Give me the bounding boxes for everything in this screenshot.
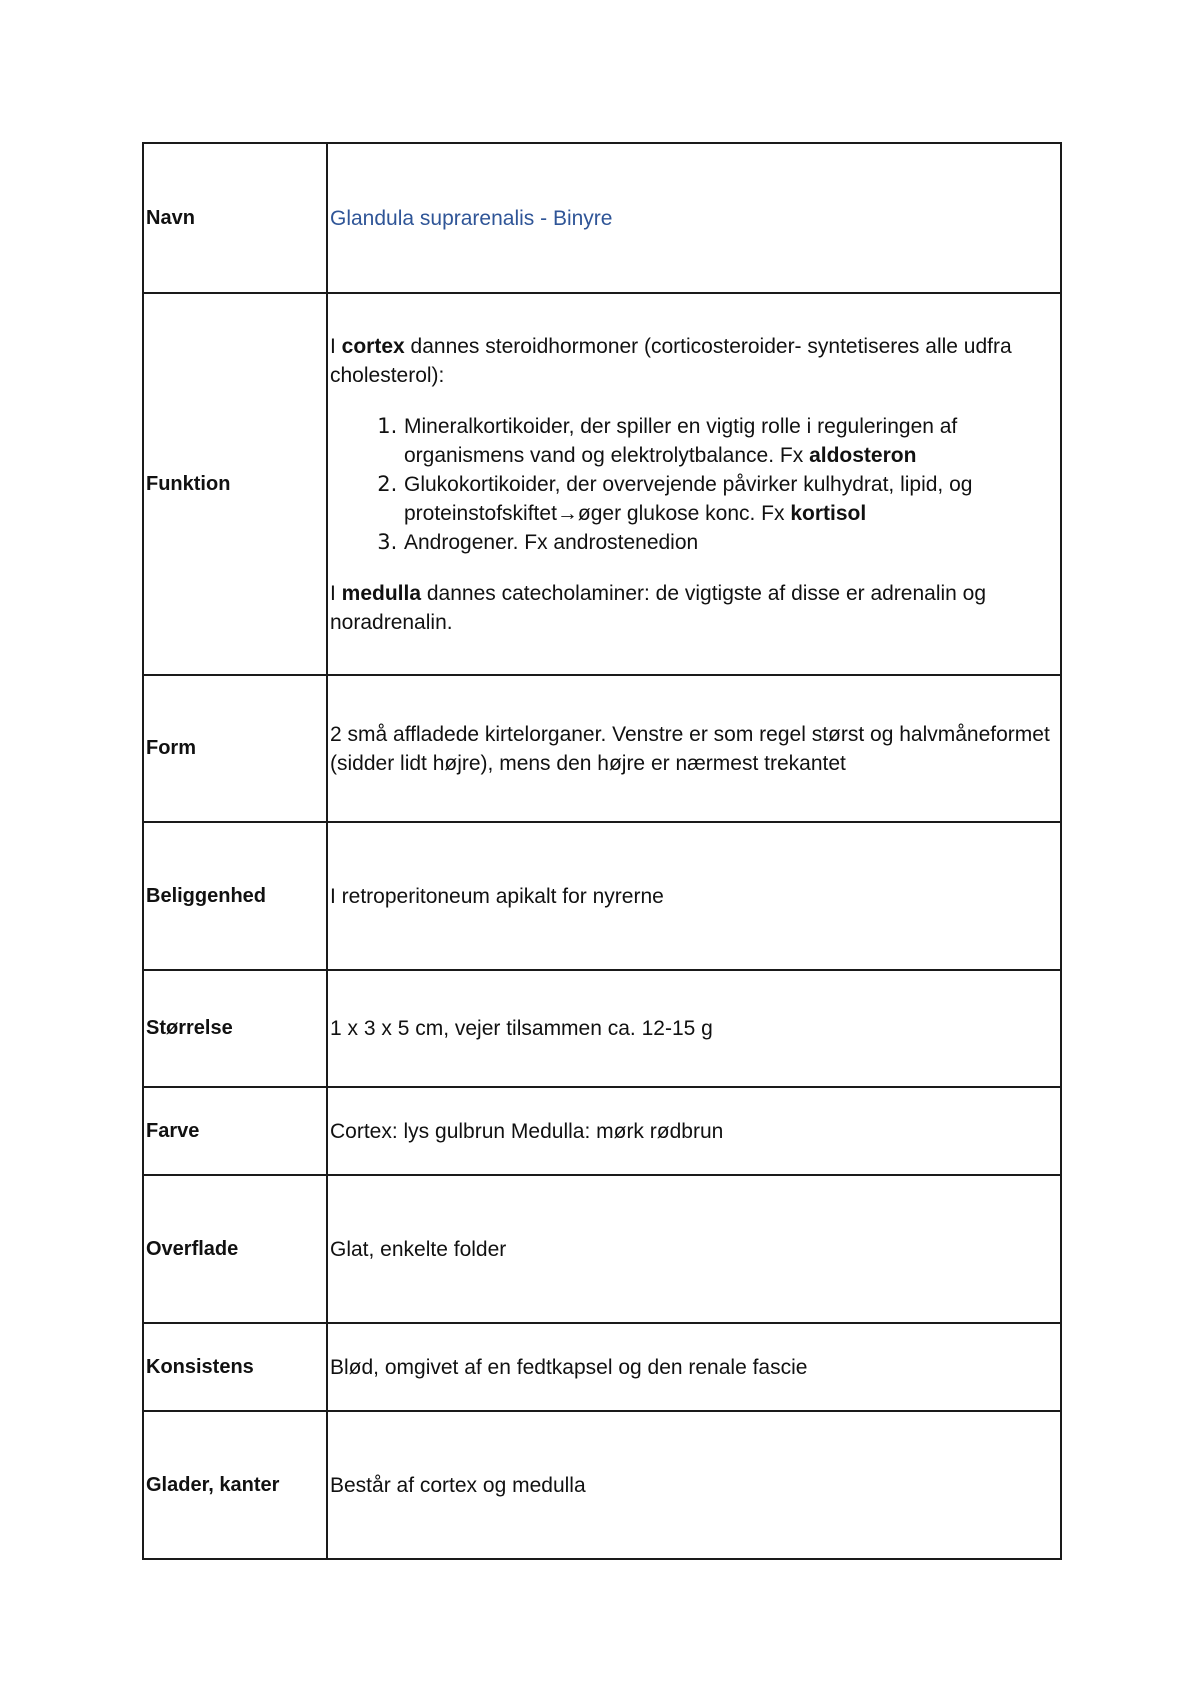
row-value-farve: Cortex: lys gulbrun Medulla: mørk rødbrun — [327, 1087, 1061, 1175]
row-value-navn: Glandula suprarenalis - Binyre — [327, 143, 1061, 293]
table-row-konsistens — [143, 1323, 1061, 1411]
list-item-bold: kortisol — [790, 501, 867, 525]
table-row-overflade — [143, 1175, 1061, 1323]
row-label-storrelse: Størrelse — [143, 970, 327, 1087]
row-label-glader: Glader, kanter — [143, 1411, 327, 1559]
table-row-form — [143, 675, 1061, 822]
funktion-outro-pre: I — [330, 581, 342, 605]
funktion-list — [330, 412, 1054, 557]
funktion-outro — [330, 579, 1054, 637]
row-value-storrelse: 1 x 3 x 5 cm, vejer tilsammen ca. 12-15 g — [327, 970, 1061, 1087]
row-label-konsistens: Konsistens — [143, 1323, 327, 1411]
row-label-navn: Navn — [143, 143, 327, 293]
row-value-beliggenhed: I retroperitoneum apikalt for nyrerne — [327, 822, 1061, 970]
funktion-outro-post: dannes catecholaminer: de vigtigste af disse er adrenalin og noradrenalin. — [330, 581, 987, 634]
row-value-overflade: Glat, enkelte folder — [327, 1175, 1061, 1323]
table-row-glader — [143, 1411, 1061, 1559]
row-value-form: 2 små affladede kirtelorganer. Venstre er som regel størst og halvmåneformet (sidder lidt højre), mens den højre er nærmest trekantet — [327, 675, 1061, 822]
funktion-intro-pre: I — [330, 334, 342, 358]
list-item-text: Mineralkortikoider, der spiller en vigtig rolle i reguleringen af organismens vand og elektrolytbalance. Fx — [404, 414, 958, 467]
list-item-text: Glukokortikoider, der overvejende påvirker kulhydrat, lipid, og proteinstofskiftet→øger glukose konc. Fx — [404, 472, 973, 525]
funktion-intro — [330, 332, 1054, 390]
funktion-intro-bold: cortex — [341, 334, 405, 358]
row-value-glader: Består af cortex og medulla — [327, 1411, 1061, 1559]
table-row-funktion — [143, 293, 1061, 675]
row-label-farve: Farve — [143, 1087, 327, 1175]
table-row-navn — [143, 143, 1061, 293]
funktion-outro-bold: medulla — [341, 581, 422, 605]
organ-info-table — [142, 142, 1062, 1560]
funktion-intro-post: dannes steroidhormoner (corticosteroider- syntetiseres alle udfra cholesterol): — [330, 334, 1012, 387]
row-label-form: Form — [143, 675, 327, 822]
table-row-beliggenhed — [143, 822, 1061, 970]
list-item-text: Androgener. Fx androstenedion — [404, 530, 699, 554]
list-item-bold: aldosteron — [809, 443, 917, 467]
list-item — [404, 528, 1054, 557]
row-value-konsistens: Blød, omgivet af en fedtkapsel og den renale fascie — [327, 1323, 1061, 1411]
row-label-funktion: Funktion — [143, 293, 327, 675]
table-row-farve — [143, 1087, 1061, 1175]
row-label-beliggenhed: Beliggenhed — [143, 822, 327, 970]
row-value-funktion — [327, 293, 1061, 675]
table-row-storrelse — [143, 970, 1061, 1087]
list-item — [404, 412, 1054, 470]
row-label-overflade: Overflade — [143, 1175, 327, 1323]
list-item — [404, 470, 1054, 528]
